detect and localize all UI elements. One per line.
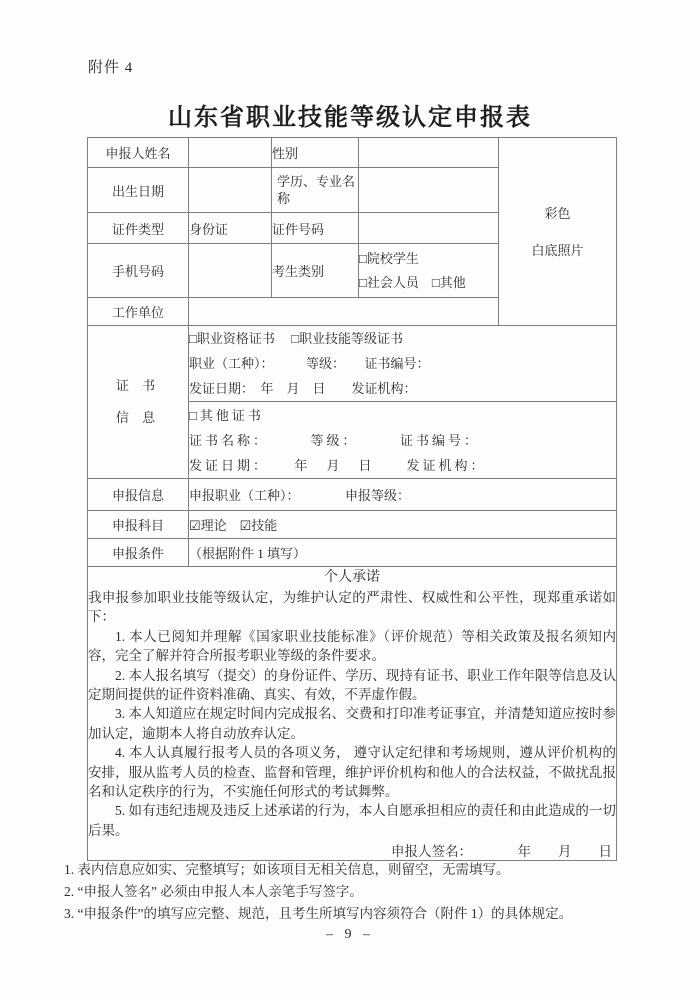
attachment-label: 附件 4 [88,60,134,76]
commitment-paragraph: 3. 本人知道应在规定时间内完成报名、交费和打印准考证事宜，并清楚知道应按时参加认定，逾期本人将自动放弃认定。 [88,706,616,741]
row-personal-commitment [88,567,617,861]
phone-value [189,244,272,298]
applicant-name-label: 申报人姓名 [88,138,189,168]
commitment-paragraph: 我申报参加职业技能等级认定，为维护认定的严肃性、权威性和公平性，现郑重承诺如下： [88,590,616,625]
commitment-paragraph: 4. 本人认真履行报考人员的各项义务， 遵守认定纪律和考场规则，遵从评价机构的安排，服从监考人员的检查、监督和管理，维护评价机构和他人的合法权益，不做扰乱报名和认定秩序的行为，不实施任何形式的考试舞弊。 [88,745,616,800]
certificate-info-label-line2: 信 息 [115,410,161,425]
photo-box-line1: 彩色 [544,205,571,221]
candidate-type-label: 考生类别 [272,244,359,298]
personal-commitment-cell [88,567,617,861]
row-declaration-info [88,479,617,511]
work-unit-value [189,298,499,326]
photo-box-line2: 白底照片 [531,242,584,258]
gender-label: 性别 [272,138,359,168]
birth-date-label: 出生日期 [88,168,189,213]
row-declaration-subjects [88,511,617,539]
id-type-value: 身份证 [189,213,272,244]
certificate-info-label [88,326,189,479]
commitment-title: 个人承诺 [324,570,380,585]
work-unit-label: 工作单位 [88,298,189,326]
id-number-label: 证件号码 [272,213,359,244]
certificate-block1-type-checkboxes: □职业资格证书 □职业技能等级证书 [189,331,403,346]
declaration-conditions-label: 申报条件 [88,539,189,567]
phone-label: 手机号码 [88,244,189,298]
gender-value [359,138,499,168]
certificate-block2-issue-line: 发证日期： 年 月 日 发证机构： [189,457,487,473]
signature-date-placeholder: 年 月 日 [517,844,612,860]
declaration-info-content: 申报职业（工种）： 申报等级： [189,479,617,511]
education-major-label: 学历、专业名称 [272,168,359,213]
row-certificate-block1 [88,326,617,402]
signature-label: 申报人签名： [391,844,472,860]
certificate-block1-occupation-line: 职业（工种）： 等级： 证书编号： [189,356,430,371]
certificate-block1 [189,326,617,402]
footnote-item: 3. “申报条件”的填写应完整、规范，且考生所填写内容须符合（附件 1）的具体规定。 [64,905,573,921]
id-number-value [359,213,499,244]
page-number: – 9 – [326,927,374,942]
candidate-type-option-social-other: □社会人员 □其他 [359,274,466,290]
commitment-paragraph: 2. 本人报名填写（提交）的身份证件、学历、现持有证书、职业工作年限等信息及认定期间提供的证件资料准确、真实、有效，不弄虚作假。 [88,667,616,703]
certificate-block1-issue-line: 发证日期： 年 月 日 发证机构： [189,381,417,396]
education-major-value [359,168,499,213]
declaration-subjects-checkboxes: ☑理论 ☑技能 [189,511,617,539]
footnote-item: 1. 表内信息应如实、完整填写；如该项目无相关信息，则留空，无需填写。 [64,862,510,877]
declaration-info-label: 申报信息 [88,479,189,511]
candidate-type-options [359,244,499,298]
declaration-subjects-label: 申报科目 [88,511,189,539]
id-type-label: 证件类型 [88,213,189,244]
row-applicant-name [88,138,617,168]
footnote-item: 2. “申报人签名” 必须由申报人本人亲笔手写签字。 [64,883,363,899]
row-declaration-conditions [88,539,617,567]
commitment-paragraph: 1. 本人已阅知并理解《国家职业技能标准》（评价规范）等相关政策及报名须知内容，完全了解并符合所报考职业等级的条件要求。 [88,628,616,664]
commitment-paragraph: 5. 如有违纪违规及违反上述承诺的行为，本人自愿承担相应的责任和由此造成的一切后果。 [88,803,616,838]
candidate-type-option-student: □院校学生 [359,250,419,266]
page-title: 山东省职业技能等级认定申报表 [168,104,532,131]
application-form-table [87,137,617,861]
applicant-name-value [189,138,272,168]
birth-date-value [189,168,272,213]
certificate-block2-name-line: 证书名称： 等级： 证书编号： [189,432,481,448]
certificate-info-label-line1: 证 书 [115,378,161,393]
certificate-block2-other-checkbox: □其他证书 [189,407,264,423]
declaration-conditions-content: （根据附件 1 填写） [189,539,617,567]
certificate-block2 [189,402,617,479]
footnotes [64,859,670,924]
photo-box [499,138,617,326]
signature-line [88,840,616,860]
